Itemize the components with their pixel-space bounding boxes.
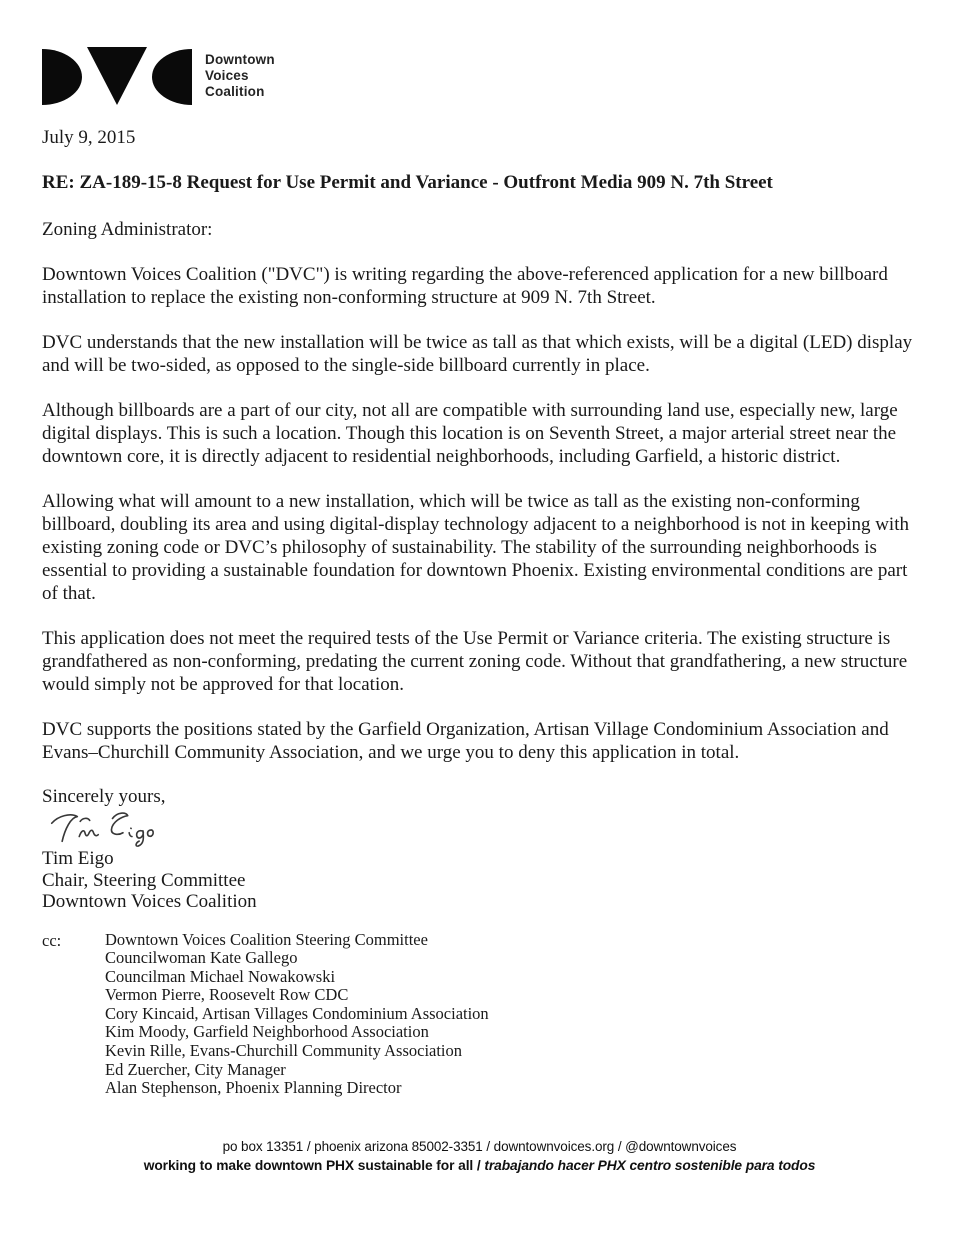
letter-date: July 9, 2015 — [42, 127, 136, 148]
signer-name: Tim Eigo — [42, 848, 114, 869]
logo-letter-d-icon — [42, 49, 82, 105]
body-paragraph-3: Although billboards are a part of our city, not all are compatible with surrounding land use, especially new, large digital displays. This is such a location. Though this location is on Seventh Street, a major arterial street near the downtown core, it is directly adjacent to residential neighborhoods, including Garfield, a historic district. — [42, 400, 898, 467]
body-paragraph-6: DVC supports the positions stated by the Garfield Organization, Artisan Village Condominium Association and Evans–Churchill Community Association, and we urge you to deny this application in total. — [42, 719, 889, 763]
dvc-logo — [42, 47, 192, 105]
body-paragraph-4: Allowing what will amount to a new installation, which will be twice as tall as the existing non-conforming billboard, doubling its area and using digital-display technology adjacent to a neighborhood is not in keeping with existing zoning code or DVC’s philosophy of sustainability. The stability of the surrounding neighborhoods is essential to providing a sustainable foundation for downtown Phoenix. Existing environmental conditions are part of that. — [42, 491, 909, 604]
footer — [0, 1138, 959, 1175]
letterhead — [42, 47, 921, 105]
org-name-line-2: Voices — [205, 68, 249, 83]
footer-address: po box 13351 / phoenix arizona 85002-3351 / downtownvoices.org / @downtownvoices — [222, 1139, 737, 1154]
body-paragraph-1: Downtown Voices Coalition ("DVC") is writing regarding the above-referenced application for a new billboard installation to replace the existing non-conforming structure at 909 N. 7th Street. — [42, 264, 888, 308]
org-name-line-1: Downtown — [205, 52, 275, 67]
org-name-line-3: Coalition — [205, 84, 265, 99]
footer-tagline-spanish: trabajando hacer PHX centro sostenible para todos — [484, 1158, 816, 1173]
subject-line: RE: ZA-189-15-8 Request for Use Permit and Variance - Outfront Media 909 N. 7th Street — [42, 172, 773, 193]
cc-recipient-3: Councilman Michael Nowakowski — [105, 966, 336, 986]
cc-recipient-7: Kevin Rille, Evans-Churchill Community Association — [105, 1041, 463, 1061]
cc-recipient-5: Cory Kincaid, Artisan Villages Condominium Association — [105, 1003, 489, 1023]
signer-title: Chair, Steering Committee — [42, 869, 246, 891]
valediction: Sincerely yours, — [42, 786, 166, 807]
footer-tagline-english: working to make downtown PHX sustainable for all / — [143, 1158, 485, 1173]
signature-handwriting — [44, 809, 162, 847]
cc-list — [105, 931, 489, 1098]
body-paragraph-5: This application does not meet the required tests of the Use Permit or Variance criteria. The existing structure is grandfathered as non-conforming, predating the current zoning code. Without that grandfathering, a new structure would simply not be approved for that location. — [42, 628, 908, 695]
cc-recipient-6: Kim Moody, Garfield Neighborhood Association — [105, 1022, 429, 1042]
signer-organization: Downtown Voices Coalition — [42, 891, 257, 912]
footer-tagline — [0, 1156, 959, 1175]
logo-letter-c-icon — [152, 49, 192, 105]
cc-recipient-2: Councilwoman Kate Gallego — [105, 948, 298, 968]
cc-recipient-4: Vermon Pierre, Roosevelt Row CDC — [105, 985, 349, 1005]
cc-label: cc: — [42, 930, 62, 950]
cc-recipient-9: Alan Stephenson, Phoenix Planning Director — [105, 1078, 402, 1098]
cc-recipient-1: Downtown Voices Coalition Steering Committee — [105, 929, 428, 949]
body-paragraph-2: DVC understands that the new installation will be twice as tall as that which exists, will be a digital (LED) display and will be two-sided, as opposed to the single-side billboard currently in place. — [42, 332, 913, 376]
cc-recipient-8: Ed Zuercher, City Manager — [105, 1059, 286, 1079]
org-name — [205, 47, 275, 100]
logo-letter-v-icon — [87, 47, 147, 105]
salutation: Zoning Administrator: — [42, 219, 213, 240]
cc-block — [42, 931, 921, 1098]
